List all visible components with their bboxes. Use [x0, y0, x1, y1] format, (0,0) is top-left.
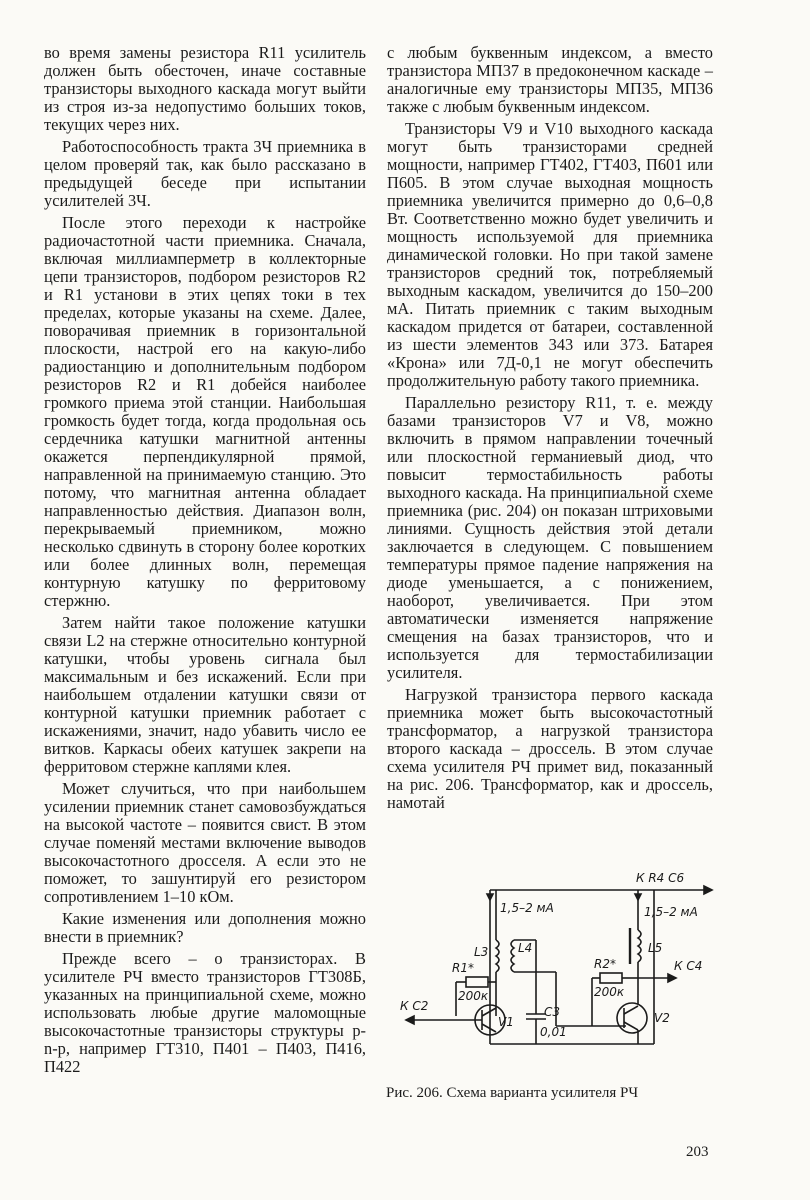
- v2-collector: [624, 1006, 638, 1014]
- label-r2: R2*: [594, 957, 616, 971]
- label-v1: V1: [498, 1015, 514, 1029]
- transistor-v2: [617, 1003, 647, 1033]
- label-l3: L3: [474, 945, 489, 959]
- arrow-icon: [406, 1016, 414, 1024]
- paragraph: Может случиться, что при наибольшем усилении приемник станет самовозбуждаться на высокой частоте – появится свист. В этом случае поменяй местами включение выводов высокочастотного дросселя. А если это не поможет, то зашунтируй его резистором сопротивлением 1–10 кОм.: [44, 779, 366, 906]
- paragraph: Транзисторы V9 и V10 выходного каскада могут быть транзисторами средней мощности, например ГТ402, ГТ403, П601 или П605. В этом случае выходная мощность приемника увеличится примерно до 0,6–0,8 Вт. Соответственно можно будет увеличить и мощность используемой для приемника динамической головки. Но при такой замене транзисторов средний ток, потребляемый выходным каскадом, увеличится до 150–200 мА. Питать приемник с таким выходным каскадом придется от батареи, составленной из шести элементов 343 или 373. Батарея «Крона» или 7Д-0,1 не могут обеспечить продолжительную работу такого приемника.: [387, 119, 713, 390]
- coil-l5: [638, 930, 641, 962]
- paragraph: Затем найти такое положение катушки связи L2 на стержне относительно контурной катушки, чтобы уровень сигнала был максимальным и без искажений. Если при наибольшем отдалении катушки связи от контурной катушки приемник работает с искажениями, значит, надо убавить число ее витков. Каркасы обеих катушек закрепи на ферритовом стержне каплями клея.: [44, 613, 366, 776]
- right-column: [387, 44, 713, 816]
- paragraph: с любым буквенным индексом, а вместо транзистора МП37 в предоконечном каскаде – аналогичные ему транзисторы МП35, МП36 также с любым буквенным индексом.: [387, 43, 713, 116]
- question-heading: Какие изменения или дополнения можно внести в приемник?: [44, 909, 366, 946]
- label-current-2: 1,5–2 мА: [644, 905, 698, 919]
- v1-emitter: [482, 1024, 496, 1032]
- paragraph: Прежде всего – о транзисторах. В усилителе РЧ вместо транзисторов ГТ308Б, указанных на принципиальной схеме, можно использовать любые другие маломощные высокочастотные транзисторы структуры p-n-p, например ГТ310, П401 – П403, П416, П422: [44, 949, 366, 1076]
- figure-caption: Рис. 206. Схема варианта усилителя РЧ: [386, 1085, 639, 1101]
- arrow-icon: [487, 894, 493, 900]
- arrow-icon: [635, 894, 641, 900]
- label-r1: R1*: [452, 961, 474, 975]
- v2-emitter: [624, 1022, 638, 1030]
- v1-collector: [482, 1008, 496, 1016]
- resistor-r1: [466, 977, 488, 987]
- coil-l3: [496, 940, 499, 972]
- label-r1-value: 200к: [458, 989, 489, 1003]
- rf-amplifier-schematic: [386, 866, 716, 1076]
- label-c3-value: 0,01: [540, 1025, 567, 1039]
- paragraph: Параллельно резистору R11, т. е. между базами транзисторов V7 и V8, можно включить в прямом направлении точечный или плоскостной германиевый диод, что повысит термостабильность работы выходного каскада. На принципиальной схеме приемника (рис. 204) он показан штриховыми линиями. Сущность действия этой детали заключается в следующем. С повышением температуры прямое падение напряжения на диоде уменьшается, а с понижением, наоборот, увеличивается. При этом автоматически изменяется напряжение смещения на базах транзисторов, что и используется для термостабилизации усилителя.: [387, 393, 713, 682]
- paragraph: Работоспособность тракта 3Ч приемника в целом проверяй так, как было рассказано в предыдущей беседе при испытании усилителей 3Ч.: [44, 137, 366, 210]
- label-k-c4: К C4: [674, 959, 703, 973]
- label-current-1: 1,5–2 мА: [500, 901, 554, 915]
- arrow-icon: [668, 974, 676, 982]
- left-column: [44, 44, 366, 1080]
- label-r2-value: 200к: [594, 985, 625, 999]
- page-number: 203: [686, 1144, 709, 1160]
- label-v2: V2: [654, 1011, 670, 1025]
- paragraph: После этого переходи к настройке радиочастотной части приемника. Сначала, включая миллиамперметр в коллекторные цепи транзисторов, подбором резисторов R2 и R1 установи в этих цепях токи в тех пределах, которые указаны на схеме. Далее, поворачивая приемник в горизонтальной плоскости, настрой его на какую-либо радиостанцию и дополнительным подбором резисторов R2 и R1 добейся наиболее громкого приема этой станции. Наибольшая громкость будет тогда, когда продольная ось сердечника катушки магнитной антенны окажется перпендикулярной прямой, направленной на принимаемую станцию. Это потому, что магнитная антенна обладает направленностью действия. Диапазон волн, перекрываемый приемником, можно несколько сдвинуть в сторону более коротких или более длинных волн, перемещая контурную катушку по ферритовому стержню.: [44, 213, 366, 610]
- label-l5: L5: [648, 941, 663, 955]
- label-l4: L4: [518, 941, 533, 955]
- label-c3: C3: [544, 1005, 561, 1019]
- label-k-c2: К C2: [400, 999, 429, 1013]
- paragraph: Нагрузкой транзистора первого каскада приемника может быть высокочастотный трансформатор, а нагрузкой транзистора второго каскада – дроссель. В этом случае схема усилителя РЧ примет вид, показанный на рис. 206. Трансформатор, как и дроссель, намотай: [387, 685, 713, 812]
- label-k-r4-c6: К R4 C6: [636, 871, 685, 885]
- resistor-r2: [600, 973, 622, 983]
- paragraph: во время замены резистора R11 усилитель должен быть обесточен, иначе составные транзисторы выходного каскада могут выйти из строя из-за недопустимо больших токов, текущих через них.: [44, 43, 366, 134]
- arrow-icon: [704, 886, 712, 894]
- circuit-figure: [386, 866, 716, 1076]
- coil-l4: [511, 940, 514, 972]
